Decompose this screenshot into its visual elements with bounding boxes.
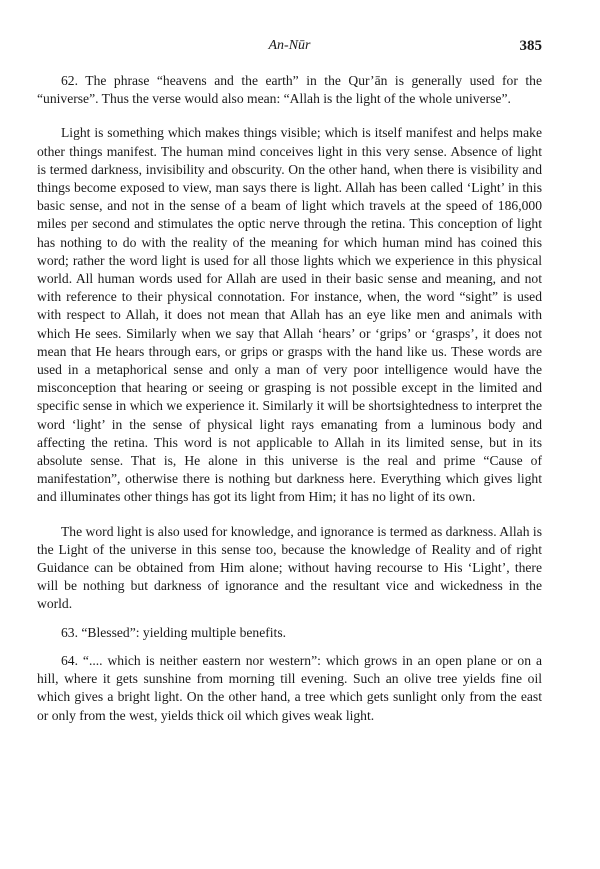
knowledge-paragraph: The word light is also used for knowledge, and ignorance is termed as darkness. Allah is the Light of the universe in this sense too, because the knowledge of Reality and of right Guidance can be obtained from Him alone; without having recourse to His ‘Light’, there will be nothing but darkness of ignorance and the resultant vice and wickedness in the world. [37,523,542,612]
note-62-paragraph: 62. The phrase “heavens and the earth” in the Qur’ān is generally used for the “universe”. Thus the verse would also mean: “Allah is the light of the whole universe”. [37,73,542,107]
page-body [37,72,542,735]
page-header [37,38,542,58]
light-explanation-paragraph: Light is something which makes things visible; which is itself manifest and helps make other things manifest. The human mind conceives light in this very sense. Absence of light is termed darkness, invisibility and obscurity. On the other hand, when there is visibility and things become exposed to view, man says there is light. Allah has been called ‘Light’ in this basic sense, and not in the sense of a beam of light which travels at the speed of 186,000 miles per second and stimulates the optic nerve through the retina. This conception of light has nothing to do with the reality of the meaning for which human mind has coined this word; rather the word light is used for all those lights which we experience in this physical world. All human words used for Allah are used in their basic sense and meaning, and not with reference to their physical connotation. For instance, when, the word “sight” is used with respect to Allah, it does not mean that Allah has an eye like men and animals with which He sees. Similarly when we say that Allah ‘hears’ or ‘grips’ or ‘grasps’, it does not mean that He hears through ears, or grips or grasps with the hand like us. These words are used in a metaphorical sense and only a man of very poor intelligence would have the misconception that hearing or seeing or grasping is not possible except in the limited and specific sense in which we experience it. Similarly it will be shortsightedness to interpret the word ‘light’ in the sense of physical light rays emanating from a luminous body and affecting the retina. This word is not applicable to Allah in its limited sense, but in its absolute sense. That is, He alone in this universe is the real and prime “Cause of manifestation”, otherwise there is nothing but darkness here. Everything which gives light and illuminates other things has got its light from Him; it has no light of its own. [37,125,542,505]
page-number: 385 [519,38,542,54]
note-63-paragraph: 63. “Blessed”: yielding multiple benefits. [61,624,287,640]
note-64-paragraph: 64. “.... which is neither eastern nor western”: which grows in an open plane or on a hill, where it gets sunshine from morning till evening. Such an olive tree yields fine oil which gives a bright light. On the other hand, a tree which gets sunlight only from the east or only from the west, yields thick oil which gives weak light. [37,652,542,723]
running-title: An-Nūr [268,38,311,53]
